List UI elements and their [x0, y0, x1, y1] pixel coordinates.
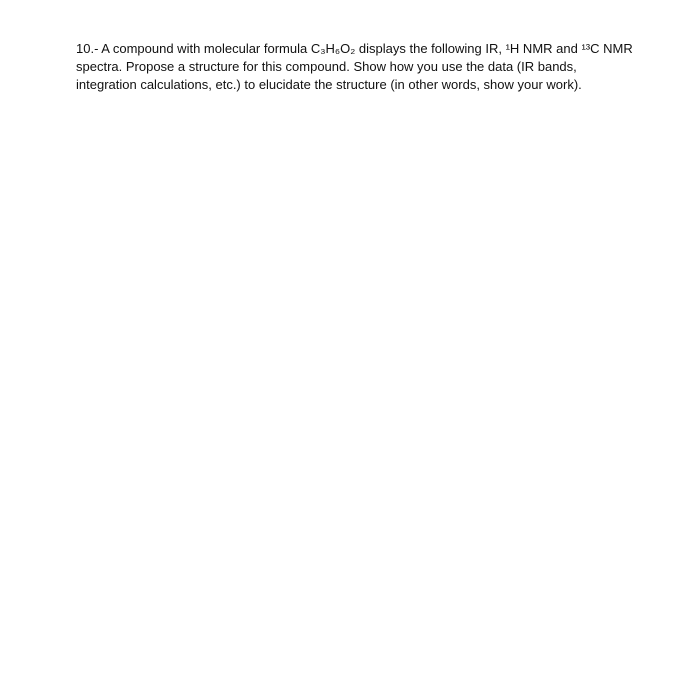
c-nmr-series-label: DEPT-90	[79, 532, 117, 543]
ir-peak-label: —2985	[264, 191, 271, 210]
ir-x-axis-label: Wavenumbers (cm⁻¹)	[308, 265, 369, 273]
c-nmr-x-tick-label: 180	[139, 669, 152, 678]
h-nmr-x-tick-label: 1.5	[454, 458, 462, 464]
h-nmr-integral-curve	[326, 340, 367, 380]
c-nmr-x-tick-label: 20	[525, 669, 534, 678]
h-nmr-x-tick-label: 2.5	[323, 458, 331, 464]
h-nmr-x-tick-label: 3.0	[257, 458, 265, 464]
c-nmr-x-tick-label: 80	[381, 669, 390, 678]
c-nmr-x-tick-label: 60	[429, 669, 438, 678]
ir-x-tick-label: 2000	[375, 259, 390, 267]
h-nmr-inset-tick-label: 11.5	[216, 424, 227, 430]
ir-peak-label: —3035	[258, 186, 265, 205]
ir-x-tick-label: 1000	[495, 259, 510, 267]
ir-peak-label: —1716	[416, 255, 423, 274]
ir-x-tick-label: 4000	[136, 259, 150, 267]
ir-spectrum-line	[143, 101, 562, 254]
c-nmr-series-label: DEPT-135	[79, 575, 122, 586]
c-nmr-x-unit: ppm	[548, 669, 563, 678]
ir-y-tick-label: 50	[144, 174, 151, 182]
ir-y-axis-label: %Transmittance	[131, 154, 139, 200]
c-nmr-x-tick-label: 160	[187, 669, 200, 678]
question-text: 10.- A compound with molecular formula C₃H₆O₂ displays the following IR, ¹H NMR and ¹³C NMR spectra. Propose a structure for this compound. Show how you use the data (IR bands, integration calculations, etc.) to elucidate the structure (in other words, show your work).	[76, 41, 633, 92]
ir-peak-label: —1076	[493, 158, 500, 177]
c-nmr-x-tick-label: 40	[477, 669, 486, 678]
h-nmr-integral-curve	[491, 320, 529, 380]
h-nmr-x-tick-label: 2.0	[388, 458, 397, 464]
ir-peak-label: —1419	[452, 197, 459, 216]
h-nmr-inset-label: x4	[200, 352, 207, 358]
c-nmr-x-tick-label: 140	[235, 669, 248, 678]
h-nmr-inset-unit: ppm	[261, 424, 272, 430]
ir-plot-frame	[143, 99, 574, 255]
ir-peak-label: —2665	[302, 121, 309, 140]
ir-peak-label: —1238	[473, 210, 480, 229]
h-nmr-x-unit: ppm	[545, 458, 556, 464]
ir-x-tick-label: 3000	[255, 259, 270, 267]
h-nmr-inset-integral	[189, 376, 237, 386]
h-nmr-inset-peak	[143, 362, 279, 414]
c-nmr-x-tick-label: 120	[283, 669, 296, 678]
ir-peak-label: —1384	[456, 210, 463, 229]
h-nmr-inset-tick-label: 12.0	[180, 424, 192, 430]
ir-y-tick-label: 100	[144, 96, 155, 104]
c-nmr-x-tick-label: 100	[331, 669, 344, 678]
h-nmr-x-tick-label: 3.5	[191, 458, 200, 464]
ir-peak-label: —1466	[446, 182, 453, 201]
ir-peak-label: —933	[510, 169, 517, 185]
